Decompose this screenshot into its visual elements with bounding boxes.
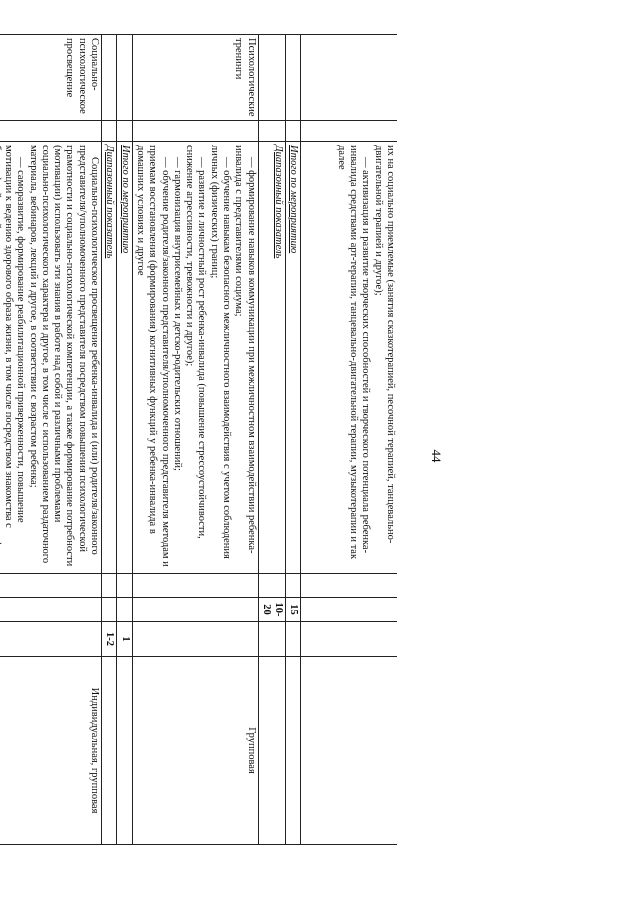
services-table	[0, 34, 397, 845]
description-line: — активизация и развитие творческих способностей и творческого потенциала ребенка-инвалида средствами арт-терапии, танцевально-двигательной терапии, музыкотерапии и так далее	[335, 145, 372, 560]
form-cell	[301, 657, 397, 845]
form-cell	[102, 657, 117, 845]
count-cell	[258, 574, 286, 598]
spacer-cell	[0, 121, 102, 142]
count-cell	[301, 598, 397, 622]
range-value: 10-20	[258, 598, 286, 622]
range-cell	[132, 622, 258, 657]
range-label: Диапазонный показатель	[102, 142, 117, 574]
service-name-cell	[258, 35, 286, 121]
spacer-cell	[258, 121, 286, 142]
description-line: — формирование навыков коммуникации при межличностном взаимодействии ребенка-инвалида с представителями социума;	[233, 145, 257, 554]
spacer-cell	[117, 121, 132, 142]
table-row	[132, 35, 258, 845]
count-cell	[102, 598, 117, 622]
form-cell	[258, 657, 286, 845]
count-cell	[117, 574, 132, 598]
count-cell	[0, 574, 102, 598]
description-line: — саморазвитие, формирование реабилитационной приверженности, повышение мотивации к ведению здорового образа жизни, в том числе посредством знакомства с	[2, 145, 27, 528]
count-cell	[132, 574, 258, 598]
table-row	[0, 35, 102, 845]
range-cell	[258, 622, 286, 657]
description-line: — развитие и личностный рост ребенка-инвалида (повышение стрессоустойчивости, снижение агрессивности, тревожности и другое);	[184, 145, 208, 539]
service-name: Психологические тренинги	[132, 35, 258, 121]
form-cell	[286, 657, 301, 845]
range-cell	[0, 622, 102, 657]
service-name-cell	[102, 35, 117, 121]
service-description-cell	[301, 142, 397, 574]
service-form: Групповая	[132, 657, 258, 845]
table-row	[258, 35, 286, 845]
description-line: Социально-психологическое просвещение ребенка-инвалида и (или) родителя/законного представителя/уполномоченного представителя посредством повышения психологической грамотности и социально-психологической компетенции, а также формирование потребности (мотивации) использовать эти знания в работе над собой и различными проблемами социально-психологического характера и другое, в том числе с использованием раздаточного материала, вебинаров, лекций и другое, в соответствии с возрастом ребенка;	[27, 145, 101, 567]
page-number: 44	[429, 449, 444, 463]
service-description-cell	[0, 142, 102, 574]
service-name: Социально-психологическое просвещение	[0, 35, 102, 121]
spacer-cell	[286, 121, 301, 142]
total-label: Итого по мероприятию	[117, 142, 132, 574]
service-name-cell	[286, 35, 301, 121]
count-cell	[0, 598, 102, 622]
rotated-page	[2, 34, 397, 844]
description-line: — обучение родителя/законного представителя/уполномоченного представителя методам и приемам восстановления (формирования) когнитивных функций у ребенка-инвалида в домашних условиях и другое	[134, 145, 171, 567]
count-cell	[301, 574, 397, 598]
total-value: 1	[117, 622, 132, 657]
range-label: Диапазонный показатель	[258, 142, 286, 574]
spacer-cell	[132, 121, 258, 142]
description-line: — гармонизация внутрисемейных и детско-родительских отношений;	[171, 157, 183, 471]
table-row	[102, 35, 117, 845]
count-cell	[117, 598, 132, 622]
description-line: — обучение навыкам безопасного межличностного взаимодействия с учетом соблюдения личных (физических) границ;	[208, 145, 233, 559]
range-value: 1-2	[102, 622, 117, 657]
count-cell	[132, 598, 258, 622]
spacer-cell	[301, 121, 397, 142]
table-row	[301, 35, 397, 845]
table-row	[286, 35, 301, 845]
service-name-cell	[301, 35, 397, 121]
service-name-cell	[117, 35, 132, 121]
service-form: Индивидуальная, групповая	[0, 657, 102, 845]
description-line: их на социально приемлемые (занятия сказкотерапией, песочной терапией, танцевально-двигательной терапией и другое);	[372, 145, 396, 544]
service-description-cell	[132, 142, 258, 574]
total-value: 15	[286, 598, 301, 622]
table-row	[117, 35, 132, 845]
range-cell	[301, 622, 397, 657]
form-cell	[117, 657, 132, 845]
count-cell	[286, 574, 301, 598]
range-cell	[286, 622, 301, 657]
total-label: Итого по мероприятию	[286, 142, 301, 574]
spacer-cell	[102, 121, 117, 142]
count-cell	[102, 574, 117, 598]
